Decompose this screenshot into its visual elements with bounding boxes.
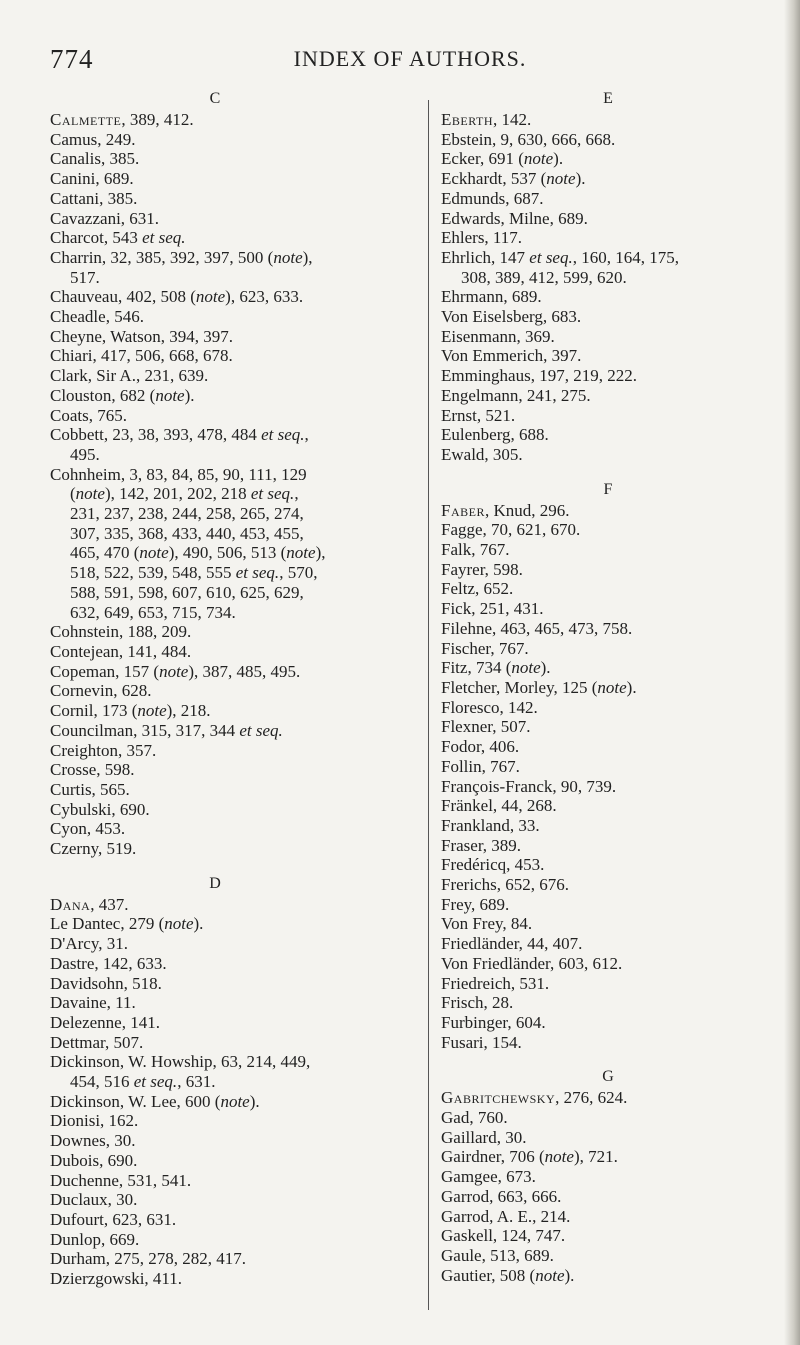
index-entry: Floresco, 142. bbox=[441, 697, 538, 717]
index-entry-continuation: 454, 516 et seq., 631. bbox=[70, 1072, 216, 1092]
index-entry: Fagge, 70, 621, 670. bbox=[441, 520, 581, 540]
index-entry: Cheyne, Watson, 394, 397. bbox=[50, 326, 233, 346]
page-header bbox=[50, 44, 770, 76]
index-entry: Downes, 30. bbox=[50, 1131, 136, 1151]
index-section-d bbox=[50, 873, 380, 1289]
index-entry: Engelmann, 241, 275. bbox=[441, 385, 591, 405]
index-entry: Follin, 767. bbox=[441, 756, 520, 776]
index-entry: Gautier, 508 (note). bbox=[441, 1265, 575, 1285]
index-entry: Ehrmann, 689. bbox=[441, 287, 542, 307]
index-entry: Councilman, 315, 317, 344 et seq. bbox=[50, 720, 283, 740]
index-entry: Fränkel, 44, 268. bbox=[441, 796, 557, 816]
index-entry: Ernst, 521. bbox=[441, 405, 516, 425]
index-entry: Cobbett, 23, 38, 393, 478, 484 et seq., bbox=[50, 425, 309, 445]
index-entry: Eberth, 142. bbox=[441, 110, 532, 129]
index-entry-continuation: 588, 591, 598, 607, 610, 625, 629, bbox=[70, 582, 304, 602]
index-entry: Gaillard, 30. bbox=[441, 1127, 527, 1147]
index-column-right bbox=[441, 88, 775, 1285]
section-letter: F bbox=[603, 480, 613, 498]
page-edge-shadow bbox=[784, 0, 800, 1345]
index-entry: Frisch, 28. bbox=[441, 993, 514, 1013]
index-entry: Cohnheim, 3, 83, 84, 85, 90, 111, 129 bbox=[50, 464, 307, 484]
index-entry: Falk, 767. bbox=[441, 540, 510, 560]
index-entry: Clark, Sir A., 231, 639. bbox=[50, 366, 209, 386]
index-entry: Emminghaus, 197, 219, 222. bbox=[441, 366, 637, 386]
section-letter: G bbox=[602, 1068, 614, 1086]
index-entry: Dana, 437. bbox=[50, 894, 129, 914]
section-letter: C bbox=[209, 90, 221, 107]
index-entry: Davaine, 11. bbox=[50, 993, 136, 1013]
index-entry: Friedländer, 44, 407. bbox=[441, 934, 583, 954]
index-entry: Dastre, 142, 633. bbox=[50, 953, 167, 973]
index-entry: Cybulski, 690. bbox=[50, 799, 150, 819]
index-entry: Canalis, 385. bbox=[50, 149, 140, 169]
index-entry: Gamgee, 673. bbox=[441, 1167, 536, 1187]
index-entry-continuation: 632, 649, 653, 715, 734. bbox=[70, 602, 236, 622]
index-entry: Von Emmerich, 397. bbox=[441, 346, 582, 366]
index-entry: Cattani, 385. bbox=[50, 188, 138, 208]
index-entry: Friedreich, 531. bbox=[441, 973, 550, 993]
index-entry: Ewald, 305. bbox=[441, 444, 523, 464]
index-entry: Flexner, 507. bbox=[441, 717, 531, 737]
index-entry-continuation: 518, 522, 539, 548, 555 et seq., 570, bbox=[70, 563, 318, 583]
index-column-left bbox=[50, 88, 380, 1289]
index-entry: Dickinson, W. Howship, 63, 214, 449, bbox=[50, 1052, 311, 1072]
index-entry: Czerny, 519. bbox=[50, 839, 137, 859]
column-divider bbox=[428, 100, 429, 1310]
index-entry: Gaskell, 124, 747. bbox=[441, 1226, 566, 1246]
index-entry: Eisenmann, 369. bbox=[441, 326, 555, 346]
index-entry: Clouston, 682 (note). bbox=[50, 385, 195, 405]
index-entry: Dionisi, 162. bbox=[50, 1111, 139, 1131]
index-entry: Contejean, 141, 484. bbox=[50, 641, 192, 661]
index-entry: Fitz, 734 (note). bbox=[441, 658, 551, 678]
index-entry: Cornevin, 628. bbox=[50, 681, 152, 701]
index-entry: Fick, 251, 431. bbox=[441, 599, 544, 619]
index-entry: Cavazzani, 631. bbox=[50, 208, 160, 228]
index-entry: Gad, 760. bbox=[441, 1108, 508, 1128]
index-entry: Cohnstein, 188, 209. bbox=[50, 622, 192, 642]
index-entry: Durham, 275, 278, 282, 417. bbox=[50, 1249, 246, 1269]
index-entry: Chauveau, 402, 508 (note), 623, 633. bbox=[50, 287, 304, 307]
section-letter: D bbox=[209, 874, 221, 892]
index-entry: Creighton, 357. bbox=[50, 740, 157, 760]
index-entry: Delezenne, 141. bbox=[50, 1012, 160, 1032]
index-entry: Dubois, 690. bbox=[50, 1150, 138, 1170]
index-entry-continuation: 495. bbox=[70, 444, 100, 464]
running-head: INDEX OF AUTHORS. bbox=[293, 46, 527, 71]
index-entry: Ebstein, 9, 630, 666, 668. bbox=[441, 129, 616, 149]
index-entry: Chiari, 417, 506, 668, 678. bbox=[50, 346, 233, 366]
index-entry: Dickinson, W. Lee, 600 (note). bbox=[50, 1091, 260, 1111]
index-entry: Charrin, 32, 385, 392, 397, 500 (note), bbox=[50, 247, 313, 267]
index-section-c bbox=[50, 88, 380, 859]
index-entry: Camus, 249. bbox=[50, 129, 136, 149]
index-entry: Feltz, 652. bbox=[441, 579, 514, 599]
index-entry: Edmunds, 687. bbox=[441, 188, 544, 208]
index-entry: Garrod, A. E., 214. bbox=[441, 1206, 571, 1226]
index-entry: François-Franck, 90, 739. bbox=[441, 776, 617, 796]
index-entry: Gaule, 513, 689. bbox=[441, 1245, 554, 1265]
index-entry: Eckhardt, 537 (note). bbox=[441, 169, 586, 189]
index-entry: Faber, Knud, 296. bbox=[441, 500, 570, 520]
index-entry: Cyon, 453. bbox=[50, 819, 126, 839]
index-entry: Garrod, 663, 666. bbox=[441, 1186, 562, 1206]
index-entry: Furbinger, 604. bbox=[441, 1012, 546, 1032]
index-entry: Dzierzgowski, 411. bbox=[50, 1269, 183, 1289]
index-entry: Filehne, 463, 465, 473, 758. bbox=[441, 618, 633, 638]
index-entry: Duchenne, 531, 541. bbox=[50, 1170, 192, 1190]
index-entry: Gabritchewsky, 276, 624. bbox=[441, 1088, 628, 1108]
index-entry: Frerichs, 652, 676. bbox=[441, 875, 569, 895]
index-entry: Cornil, 173 (note), 218. bbox=[50, 701, 211, 721]
index-section-f bbox=[441, 479, 775, 1053]
index-entry: Charcot, 543 et seq. bbox=[50, 228, 186, 248]
index-entry: Frankland, 33. bbox=[441, 815, 540, 835]
index-entry: Gairdner, 706 (note), 721. bbox=[441, 1147, 618, 1167]
index-entry: Cheadle, 546. bbox=[50, 307, 144, 327]
index-entry: Ecker, 691 (note). bbox=[441, 149, 564, 169]
index-entry: Crosse, 598. bbox=[50, 760, 135, 780]
page-number: 774 bbox=[50, 44, 94, 74]
index-entry: Von Eiselsberg, 683. bbox=[441, 307, 582, 327]
index-entry: Le Dantec, 279 (note). bbox=[50, 914, 204, 934]
index-entry: Dettmar, 507. bbox=[50, 1032, 144, 1052]
index-entry: Dufourt, 623, 631. bbox=[50, 1209, 177, 1229]
index-entry: Calmette, 389, 412. bbox=[50, 110, 194, 129]
index-entry-continuation: (note), 142, 201, 202, 218 et seq., bbox=[70, 484, 299, 504]
index-entry: Canini, 689. bbox=[50, 169, 134, 189]
index-entry: Fischer, 767. bbox=[441, 638, 529, 658]
index-entry-continuation: 465, 470 (note), 490, 506, 513 (note), bbox=[70, 543, 326, 563]
index-entry: Davidsohn, 518. bbox=[50, 973, 162, 993]
index-entry: Curtis, 565. bbox=[50, 779, 130, 799]
index-entry: Fletcher, Morley, 125 (note). bbox=[441, 677, 637, 697]
index-entry: Edwards, Milne, 689. bbox=[441, 208, 588, 228]
index-entry: D'Arcy, 31. bbox=[50, 934, 128, 954]
index-entry: Coats, 765. bbox=[50, 405, 127, 425]
index-entry: Fusari, 154. bbox=[441, 1032, 522, 1052]
index-entry: Duclaux, 30. bbox=[50, 1190, 138, 1210]
index-entry: Ehrlich, 147 et seq., 160, 164, 175, bbox=[441, 247, 679, 267]
index-entry: Dunlop, 669. bbox=[50, 1229, 140, 1249]
index-entry: Eulenberg, 688. bbox=[441, 425, 549, 445]
index-entry-continuation: 307, 335, 368, 433, 440, 453, 455, bbox=[70, 523, 304, 543]
index-entry-continuation: 308, 389, 412, 599, 620. bbox=[461, 267, 627, 287]
index-entry-continuation: 231, 237, 238, 244, 258, 265, 274, bbox=[70, 504, 304, 524]
index-entry: Frey, 689. bbox=[441, 894, 510, 914]
index-section-g bbox=[441, 1066, 775, 1285]
section-letter: E bbox=[603, 90, 613, 107]
index-entry: Fayrer, 598. bbox=[441, 559, 523, 579]
index-entry: Von Frey, 84. bbox=[441, 914, 533, 934]
index-entry: Fredéricq, 453. bbox=[441, 855, 545, 875]
index-entry: Fodor, 406. bbox=[441, 737, 520, 757]
index-entry-continuation: 517. bbox=[70, 267, 100, 287]
index-entry: Copeman, 157 (note), 387, 485, 495. bbox=[50, 661, 301, 681]
index-entry: Ehlers, 117. bbox=[441, 228, 523, 248]
index-section-e bbox=[441, 88, 775, 465]
index-entry: Fraser, 389. bbox=[441, 835, 522, 855]
index-entry: Von Friedländer, 603, 612. bbox=[441, 953, 623, 973]
